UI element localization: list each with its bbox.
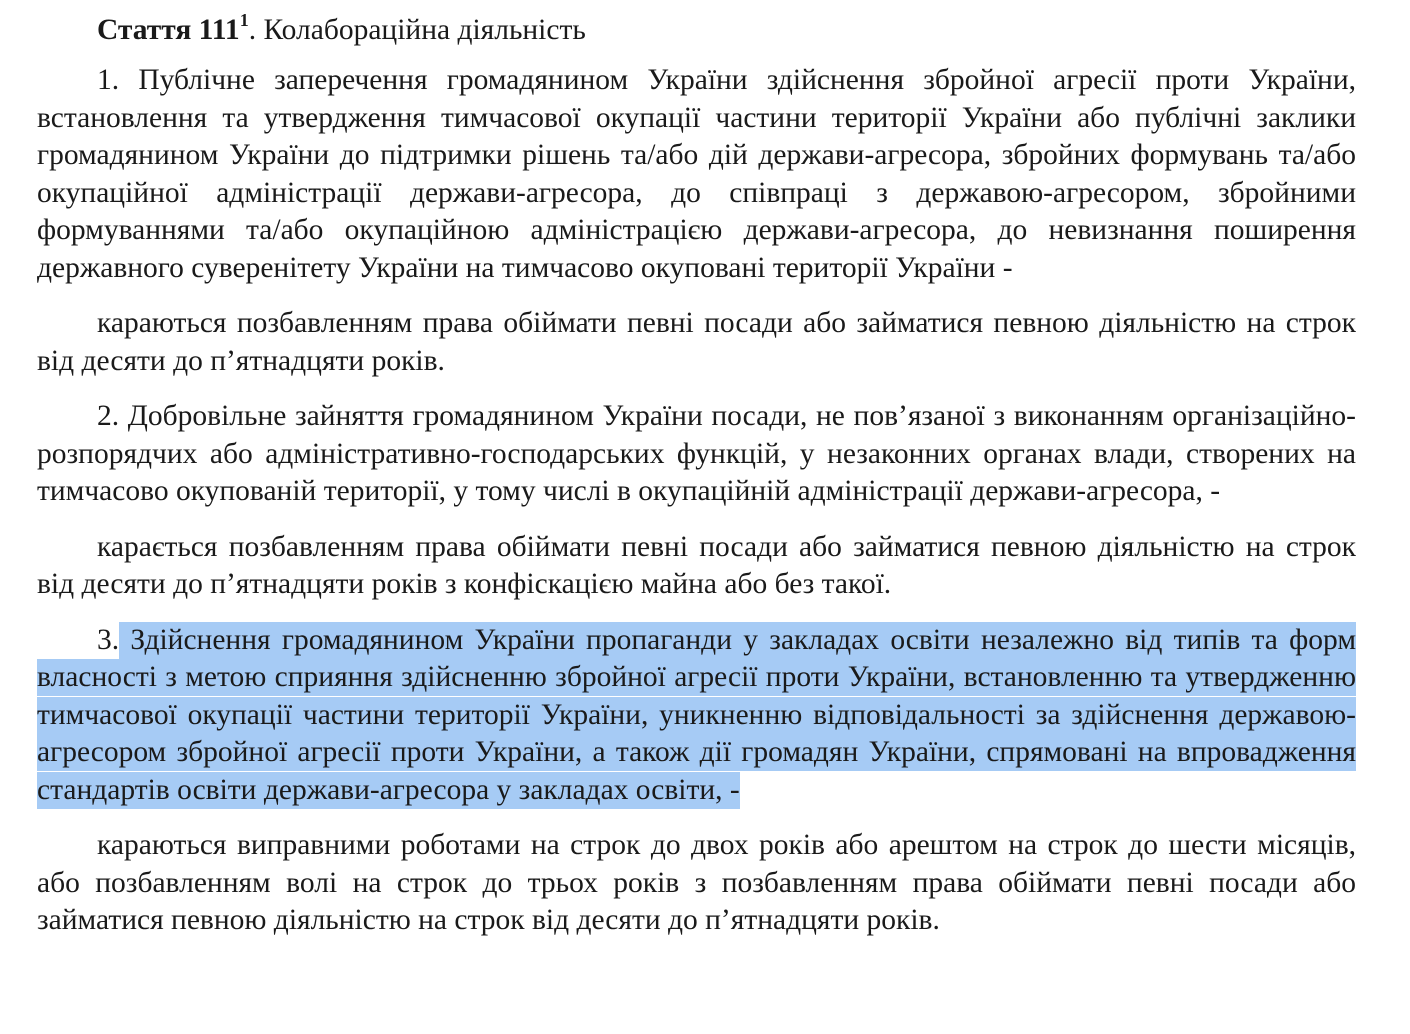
article-title: . Колабораційна діяльність bbox=[248, 14, 586, 46]
article-label: Стаття 111 bbox=[97, 14, 240, 46]
document-body bbox=[37, 10, 1356, 958]
paragraph-1[interactable]: 1. Публічне заперечення громадянином України здійснення збройної агресії проти України, встановлення та утвердження тимчасової окупації частини території України або публічні заклики громадянином України до підтримки рішень та/або дій держави-агресора, збройних формувань та/або окупаційної адміністрації держави-агресора, до співпраці з державою-агресором, збройними формуваннями та/або окупаційною адміністрацією держави-агресора, до невизнання поширення державного суверенітету України на тимчасово окуповані території України - bbox=[37, 64, 1356, 284]
paragraph-2[interactable]: 2. Добровільне зайняття громадянином України посади, не пов’язаної з виконанням організаційно-розпорядчих або адміністративно-господарських функцій, у незаконних органах влади, створених на тимчасово окупованій території, у тому числі в окупаційній адміністрації держави-агресора, - bbox=[37, 400, 1356, 507]
sanction-1[interactable]: караються позбавленням права обіймати певні посади або займатися певною діяльністю на строк від десяти до п’ятнадцяти років. bbox=[37, 307, 1356, 377]
sanction-2[interactable]: карається позбавленням права обіймати певні посади або займатися певною діяльністю на строк від десяти до п’ятнадцяти років з конфіскацією майна або без такої. bbox=[37, 530, 1356, 600]
paragraph-3[interactable] bbox=[37, 622, 1356, 810]
article-heading bbox=[37, 10, 1356, 50]
selected-text-highlight[interactable]: Здійснення громадянином України пропаганди у закладах освіти незалежно від типів та форм власності з метою сприяння здійсненню збройної агресії проти України, встановленню та утвердженню тимчасової окупації частини території України, уникненню відповідальності за здійснення державою-агресором збройної агресії проти України, а також дії громадян України, спрямовані на впровадження стандартів освіти держави-агресора у закладах освіти, - bbox=[37, 622, 1356, 809]
sanction-3[interactable]: караються виправними роботами на строк до двох років або арештом на строк до шести місяців, або позбавленням волі на строк до трьох років з позбавленням права обіймати певні посади або займатися певною діяльністю на строк від десяти до п’ятнадцяти років. bbox=[37, 829, 1356, 936]
article-superscript: 1 bbox=[239, 10, 249, 31]
paragraph-3-number: 3. bbox=[97, 623, 120, 656]
